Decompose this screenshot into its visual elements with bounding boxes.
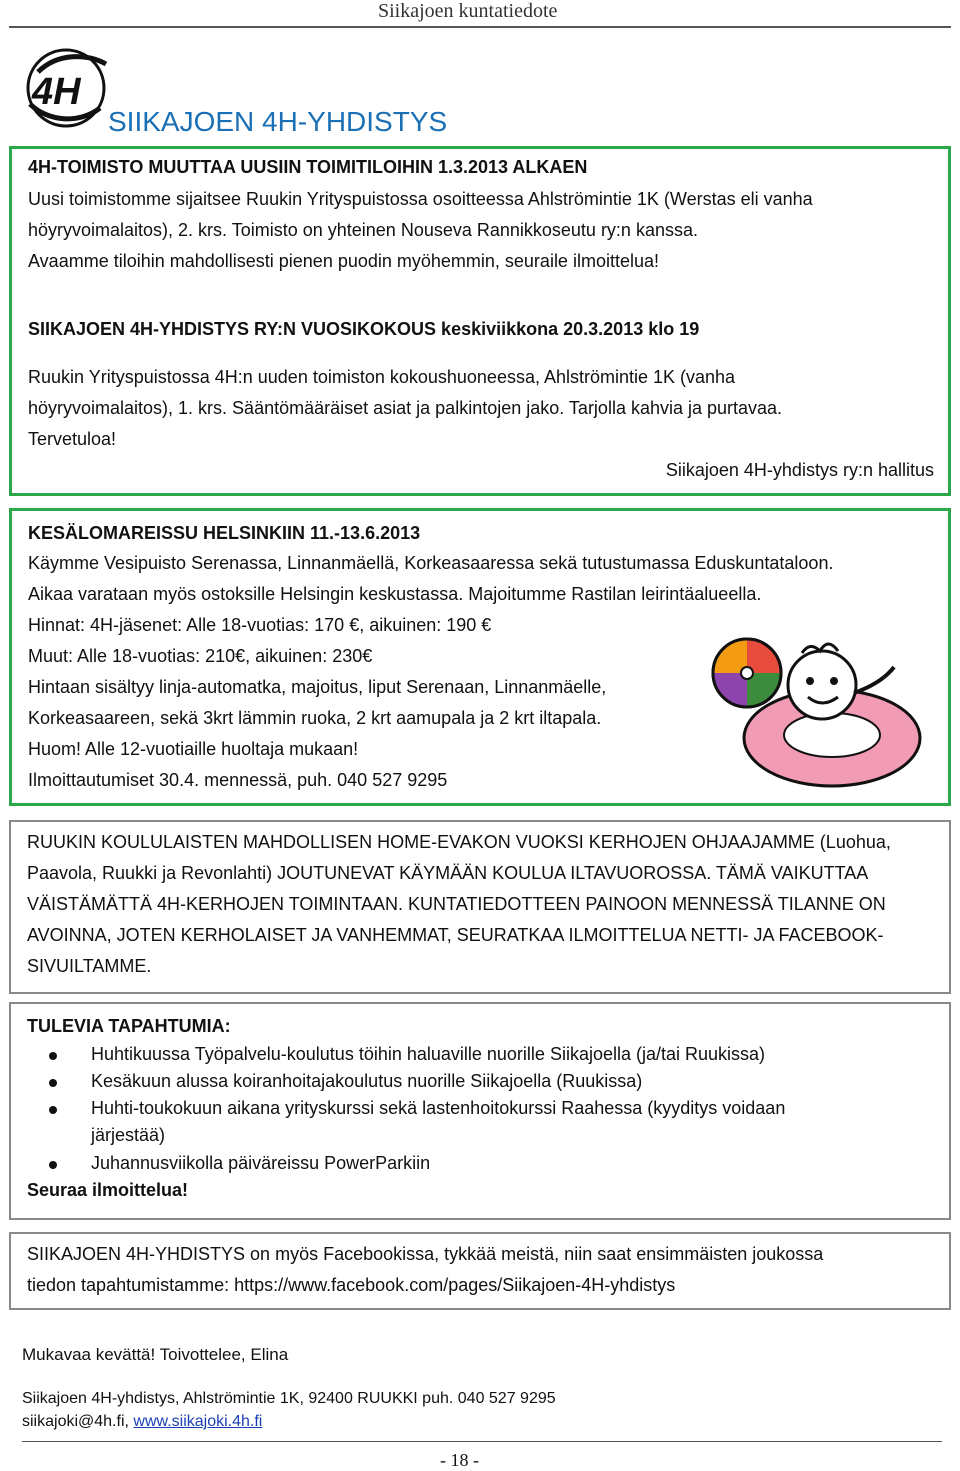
summer-trip-heading: KESÄLOMAREISSU HELSINKIIN 11.-13.6.2013: [28, 523, 421, 543]
text-line: Korkeasaareen, sekä 3krt lämmin ruoka, 2 krt aamupala ja 2 krt iltapala.: [28, 708, 602, 728]
event-item: Huhtikuussa Työpalvelu-koulutus töihin haluaville nuorille Siikajoella (ja/tai Ruukissa): [91, 1044, 766, 1064]
4h-logo: [18, 42, 114, 130]
text-line: SIVUILTAMME.: [27, 956, 152, 976]
upcoming-events-heading: TULEVIA TAPAHTUMIA:: [27, 1016, 231, 1036]
meeting-heading: SIIKAJOEN 4H-YHDISTYS RY:N VUOSIKOKOUS keskiviikkona 20.3.2013 klo 19: [28, 319, 700, 339]
contact-line: [22, 1413, 262, 1431]
text-line: Aikaa varataan myös ostoksille Helsingin keskustassa. Majoitumme Rastilan leirintäalueella.: [28, 584, 762, 604]
text-line: Käymme Vesipuisto Serenassa, Linnanmäellä, Korkeasaaressa sekä tutustumassa Eduskuntataloon.: [28, 553, 834, 573]
text-line: Ilmoittautumiset 30.4. mennessä, puh. 040 527 9295: [28, 770, 448, 790]
page-number: - 18 -: [440, 1450, 479, 1470]
text-line: AVOINNA, JOTEN KERHOLAISET JA VANHEMMAT, SEURATKAA ILMOITTELUA NETTI- JA FACEBOOK-: [27, 925, 884, 945]
text-line: Uusi toimistomme sijaitsee Ruukin Yrityspuistossa osoitteessa Ahlströmintie 1K (Werstas eli vanha: [28, 189, 813, 209]
text-line: Hinnat: 4H-jäsenet: Alle 18-vuotias: 170 €, aikuinen: 190 €: [28, 615, 492, 635]
website-link[interactable]: www.siikajoki.4h.fi: [133, 1413, 263, 1430]
office-move-heading: 4H-TOIMISTO MUUTTAA UUSIIN TOIMITILOIHIN 1.3.2013 ALKAEN: [28, 157, 588, 177]
text-line: RUUKIN KOULULAISTEN MAHDOLLISEN HOME-EVAKON VUOKSI KERHOJEN OHJAAJAMME (Luohua,: [27, 832, 891, 852]
event-item: Juhannusviikolla päiväreissu PowerParkiin: [91, 1153, 431, 1173]
bullet-icon: [49, 1161, 57, 1169]
text-line: Avaamme tiloihin mahdollisesti pienen puodin myöhemmin, seuraile ilmoittelua!: [28, 251, 659, 271]
event-item: Kesäkuun alussa koiranhoitajakoulutus nuorille Siikajoella (Ruukissa): [91, 1071, 643, 1091]
text-line: Hintaan sisältyy linja-automatka, majoitus, liput Serenaan, Linnanmäelle,: [28, 677, 607, 697]
event-item: Huhti-toukokuun aikana yrityskurssi sekä lastenhoitokurssi Raahessa (kyyditys voidaan: [91, 1098, 786, 1118]
footer-rule: [22, 1441, 942, 1442]
event-item-continued: järjestää): [91, 1125, 166, 1145]
header-rule: [9, 26, 951, 28]
follow-notice: Seuraa ilmoittelua!: [27, 1180, 189, 1200]
bullet-icon: [49, 1106, 57, 1114]
text-line: höyryvoimalaitos), 2. krs. Toimisto on yhteinen Nouseva Rannikkoseutu ry:n kanssa.: [28, 220, 698, 240]
text-line: SIIKAJOEN 4H-YHDISTYS on myös Facebookissa, tykkää meistä, niin saat ensimmäisten joukossa: [27, 1244, 824, 1264]
bullet-icon: [49, 1079, 57, 1087]
after-school-notice: [9, 820, 951, 994]
text-line: Muut: Alle 18-vuotias: 210€, aikuinen: 230€: [28, 646, 373, 666]
logo-text: 4H: [32, 71, 81, 113]
org-title: SIIKAJOEN 4H-YHDISTYS: [108, 106, 448, 137]
office-move-notice: [9, 146, 951, 496]
text-line: Paavola, Ruukki ja Revonlahti) JOUTUNEVAT KÄYMÄÄN KOULUA ILTAVUOROSSA. TÄMÄ VAIKUTTAA: [27, 863, 869, 883]
swim-ring-child-illustration: [702, 623, 932, 793]
upcoming-events: [9, 1002, 951, 1220]
greeting: Mukavaa kevättä! Toivottelee, Elina: [22, 1345, 289, 1364]
bullet-icon: [49, 1052, 57, 1060]
facebook-url-line: tiedon tapahtumistamme: https://www.facebook.com/pages/Siikajoen-4H-yhdistys: [27, 1275, 676, 1295]
text-line: Huom! Alle 12-vuotiaille huoltaja mukaan!: [28, 739, 359, 759]
address: Siikajoen 4H-yhdistys, Ahlströmintie 1K, 92400 RUUKKI puh. 040 527 9295: [22, 1390, 556, 1407]
facebook-notice: [9, 1232, 951, 1310]
summer-trip-notice: [9, 508, 951, 806]
email[interactable]: siikajoki@4h.fi,: [22, 1413, 129, 1430]
signature: Siikajoen 4H-yhdistys ry:n hallitus: [665, 460, 934, 480]
text-line: VÄISTÄMÄTTÄ 4H-KERHOJEN TOIMINTAAN. KUNTATIEDOTTEEN PAINOON MENNESSÄ TILANNE ON: [27, 894, 886, 914]
text-line: höyryvoimalaitos), 1. krs. Sääntömääräiset asiat ja palkintojen jako. Tarjolla kahvia ja purtavaa.: [28, 398, 783, 418]
text-line: Ruukin Yrityspuistossa 4H:n uuden toimiston kokoushuoneessa, Ahlströmintie 1K (vanha: [28, 367, 736, 387]
text-line: Tervetuloa!: [28, 429, 117, 449]
running-title: Siikajoen kuntatiedote: [378, 0, 558, 22]
